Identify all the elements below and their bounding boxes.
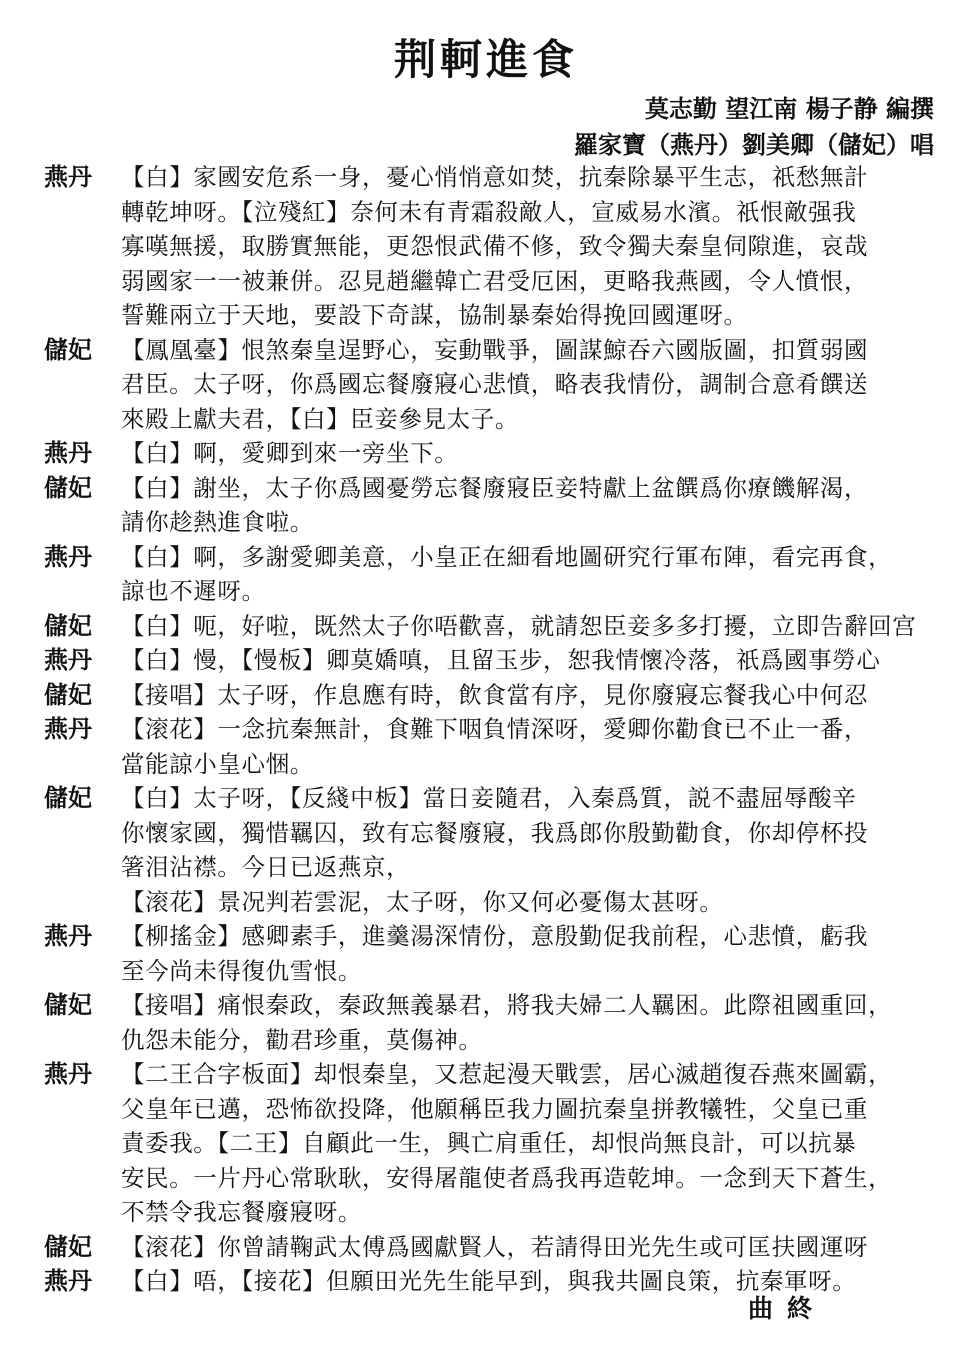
libretto-entry bbox=[0, 160, 972, 333]
speaker-role: 燕丹 bbox=[44, 645, 92, 674]
libretto-body bbox=[0, 160, 972, 1299]
speaker-role: 儲妃 bbox=[44, 610, 92, 640]
libretto-line: 【白】謝坐，太子你爲國憂勞忘餐廢寢臣妾特獻上盆饌爲你療饑解渴， bbox=[121, 473, 869, 502]
libretto-line: 當能諒小皇心悃。 bbox=[121, 749, 314, 778]
libretto-line: 【白】家國安危系一身，憂心悄悄意如焚，抗秦除暴平生志，祇愁無計 bbox=[121, 163, 869, 191]
speaker-role: 儲妃 bbox=[44, 1231, 92, 1261]
libretto-line: 諒也不遲呀。 bbox=[121, 577, 266, 605]
libretto-entry bbox=[0, 919, 972, 988]
libretto-line: 父皇年已邁，恐怖欲投降，他願稱臣我力圖抗秦皇拼教犧牲，父皇已重 bbox=[121, 1094, 869, 1123]
libretto-line: 【柳搖金】感卿素手，進羹湯深情份，意殷勤促我前程，心悲憤，虧我 bbox=[121, 922, 869, 950]
libretto-entry bbox=[0, 643, 972, 678]
libretto-entry bbox=[0, 1264, 972, 1299]
libretto-line: 轉乾坤呀。【泣殘紅】奈何未有青霜殺敵人，宣威易水濱。祇恨敵强我 bbox=[121, 197, 857, 226]
libretto-entry bbox=[0, 678, 972, 713]
singers-credit: 羅家寶（燕丹）劉美卿（儲妃）唱 bbox=[574, 130, 934, 159]
libretto-entry bbox=[0, 988, 972, 1057]
libretto-line: 至今尚未得復仇雪恨。 bbox=[121, 956, 362, 985]
libretto-entry bbox=[0, 609, 972, 644]
speaker-role: 燕丹 bbox=[44, 541, 92, 571]
libretto-entry bbox=[0, 471, 972, 540]
libretto-line: 請你趁熱進食啦。 bbox=[121, 508, 314, 536]
speaker-role: 儲妃 bbox=[44, 783, 92, 812]
libretto-entry bbox=[0, 1230, 972, 1265]
libretto-line: 【接唱】痛恨秦政，秦政無義暴君，將我夫婦二人羈困。此際祖國重回， bbox=[121, 991, 893, 1019]
libretto-line: 【接唱】太子呀，作息應有時，飲食當有序，見你廢寢忘餐我心中何忍 bbox=[121, 680, 869, 709]
libretto-entry bbox=[0, 333, 972, 437]
libretto-line: 誓難兩立于天地，要設下奇謀，協制暴秦始得挽回國運呀。 bbox=[121, 301, 748, 329]
libretto-line: 仇怨未能分，勸君珍重，莫傷神。 bbox=[121, 1025, 483, 1054]
libretto-line: 【鳳凰臺】恨煞秦皇逞野心，妄動戰爭，圖謀鯨吞六國版圖，扣質弱國 bbox=[121, 335, 869, 364]
libretto-line: 【滚花】你曾請鞠武太傅爲國獻賢人，若請得田光先生或可匡扶國運呀 bbox=[121, 1232, 869, 1261]
speaker-role: 儲妃 bbox=[44, 334, 92, 364]
libretto-entry bbox=[0, 540, 972, 609]
speaker-role: 儲妃 bbox=[44, 472, 92, 502]
libretto-line: 【白】啊，愛卿到來一旁坐下。 bbox=[121, 439, 459, 467]
libretto-line: 不禁令我忘餐廢寢呀。 bbox=[121, 1198, 362, 1226]
speaker-role: 燕丹 bbox=[44, 1059, 92, 1088]
libretto-line: 你懷家國，獨惜羈囚，致有忘餐廢寢，我爲郎你殷勤勸食，你却停杯投 bbox=[121, 818, 869, 847]
libretto-line: 【白】唔，【接花】但願田光先生能早到，與我共圖良策，抗秦軍呀。 bbox=[121, 1267, 857, 1295]
libretto-line: 弱國家一一被兼併。忍見趙繼韓亡君受厄困，更略我燕國，令人憤恨， bbox=[121, 266, 869, 295]
ending-mark: 曲終 bbox=[748, 1294, 827, 1323]
libretto-entry bbox=[0, 436, 972, 471]
libretto-line: 【白】太子呀，【反綫中板】當日妾隨君，入秦爲質，説不盡屈辱酸辛 bbox=[121, 784, 857, 812]
libretto-line: 責委我。【二王】自顧此一生，興亡肩重任，却恨尚無良計，可以抗暴 bbox=[121, 1129, 857, 1157]
speaker-role: 儲妃 bbox=[44, 990, 92, 1019]
libretto-line: 【白】慢，【慢板】卿莫嬌嗔，且留玉步，恕我情懷冷落，祇爲國事勞心 bbox=[121, 646, 881, 674]
writers-credit: 莫志勤 望江南 楊子静 編撰 bbox=[644, 94, 934, 123]
speaker-role: 燕丹 bbox=[44, 162, 92, 191]
libretto-line: 【白】啊，多謝愛卿美意，小皇正在細看地圖研究行軍布陣，看完再食， bbox=[121, 542, 893, 571]
speaker-role: 燕丹 bbox=[44, 438, 92, 467]
libretto-line: 【二王合字板面】却恨秦皇，又惹起漫天戰雲，居心滅趙復吞燕來圖霸， bbox=[121, 1060, 893, 1088]
libretto-entry bbox=[0, 1057, 972, 1230]
libretto-entry bbox=[0, 781, 972, 919]
libretto-line: 君臣。太子呀，你爲國忘餐廢寢心悲憤，略表我情份，調制合意肴饌送 bbox=[121, 370, 869, 398]
libretto-line: 來殿上獻夫君，【白】臣妾參見太子。 bbox=[121, 404, 519, 433]
libretto-line: 【滚花】一念抗秦無計，食難下咽負情深呀，愛卿你勸食已不止一番， bbox=[121, 715, 869, 743]
libretto-line: 【白】呃，好啦，既然太子你唔歡喜，就請恕臣妾多多打擾，立即告辭回宫 bbox=[121, 611, 917, 640]
libretto-line: 箸泪沾襟。今日已返燕京， bbox=[121, 853, 411, 881]
libretto-line: 安民。一片丹心常耿耿，安得屠龍使者爲我再造乾坤。一念到天下蒼生， bbox=[121, 1163, 893, 1192]
libretto-entry bbox=[0, 712, 972, 781]
libretto-line: 【滚花】景况判若雲泥，太子呀，你又何必憂傷太甚呀。 bbox=[121, 887, 724, 916]
document-title: 荆軻進食 bbox=[393, 35, 578, 84]
speaker-role: 燕丹 bbox=[44, 921, 92, 950]
libretto-line: 寡嘆無援，取勝實無能，更怨恨武備不修，致令獨夫秦皇伺隙進，哀哉 bbox=[121, 232, 869, 260]
speaker-role: 燕丹 bbox=[44, 1266, 92, 1295]
speaker-role: 儲妃 bbox=[44, 679, 92, 709]
speaker-role: 燕丹 bbox=[44, 714, 92, 743]
